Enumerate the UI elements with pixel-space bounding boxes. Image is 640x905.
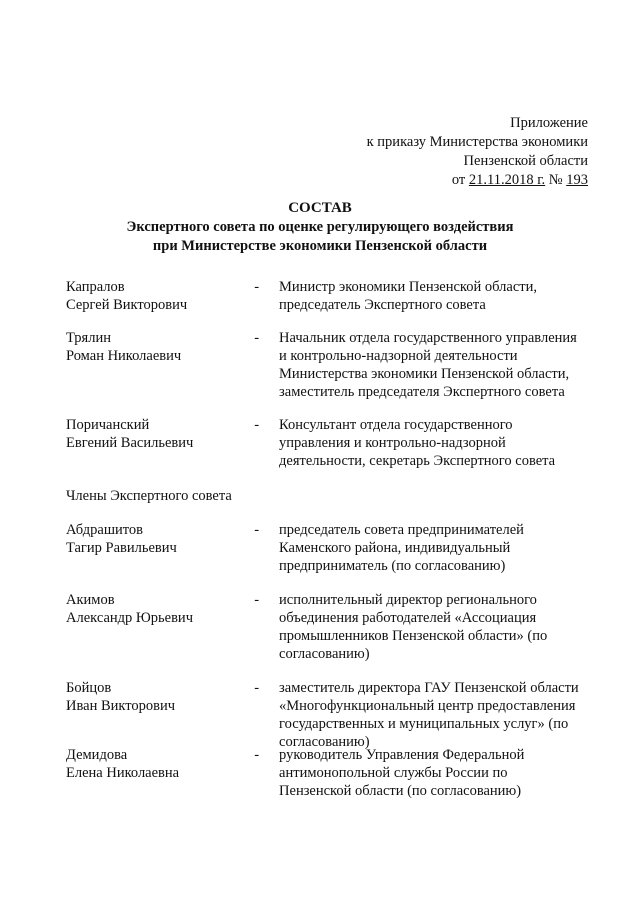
member-given-name: Евгений Васильевич [66, 435, 194, 451]
member-given-name: Тагир Равильевич [66, 540, 177, 556]
member-given-name: Елена Николаевна [66, 765, 180, 781]
member-row [66, 679, 606, 751]
member-surname: Трялин [66, 330, 111, 346]
member-row [66, 591, 606, 663]
role-line: заместитель директора ГАУ Пензенской области [279, 680, 579, 696]
appendix-region: Пензенской области [463, 153, 588, 169]
member-dash: - [254, 279, 260, 295]
member-surname: Поричанский [66, 417, 150, 433]
member-row [66, 329, 606, 401]
member-dash: - [254, 680, 260, 696]
role-line: руководитель Управления Федеральной [279, 747, 525, 763]
member-dash: - [254, 417, 260, 433]
member-row [66, 278, 606, 314]
role-line: исполнительный директор регионального [279, 592, 537, 608]
member-name [66, 591, 254, 663]
member-name [66, 278, 254, 314]
member-row [66, 746, 606, 800]
role-line: и контрольно-надзорной деятельности [279, 348, 518, 364]
appendix-header [367, 114, 588, 190]
member-given-name: Сергей Викторович [66, 297, 188, 313]
member-dash: - [254, 330, 260, 346]
member-dash: - [254, 522, 260, 538]
title-line-2: при Министерстве экономики Пензенской области [152, 238, 488, 254]
member-role [279, 329, 606, 401]
member-row [66, 416, 606, 470]
member-name [66, 416, 254, 470]
role-line: «Многофункциональный центр предоставления [279, 698, 576, 714]
role-line: антимонопольной службы России по [279, 765, 508, 781]
member-name [66, 329, 254, 401]
member-given-name: Роман Николаевич [66, 348, 182, 364]
member-name [66, 746, 254, 800]
role-line: председатель совета предпринимателей [279, 522, 524, 538]
appendix-label: Приложение [510, 115, 588, 131]
role-line: Пензенской области (по согласованию) [279, 783, 522, 799]
role-line: промышленников Пензенской области» (по [279, 628, 548, 644]
appendix-number: 193 [566, 172, 588, 188]
member-row [66, 521, 606, 575]
role-line: предприниматель (по согласованию) [279, 558, 506, 574]
members-heading: Члены Экспертного совета [66, 488, 232, 504]
member-dash: - [254, 592, 260, 608]
appendix-date-prefix: от [451, 172, 469, 188]
role-line: Каменского района, индивидуальный [279, 540, 511, 556]
member-surname: Абдрашитов [66, 522, 143, 538]
member-dash: - [254, 747, 260, 763]
member-role [279, 521, 606, 575]
title-line-1: Экспертного совета по оценке регулирующего воздействия [126, 219, 514, 235]
member-surname: Демидова [66, 747, 128, 763]
role-line: государственных и муниципальных услуг» (по [279, 716, 569, 732]
member-surname: Акимов [66, 592, 115, 608]
appendix-order-ref: к приказу Министерства экономики [366, 134, 588, 150]
member-given-name: Александр Юрьевич [66, 610, 193, 626]
role-line: Консультант отдела государственного [279, 417, 513, 433]
appendix-date-line [367, 171, 588, 190]
member-role [279, 591, 606, 663]
role-line: управления и контрольно-надзорной [279, 435, 506, 451]
role-line: председатель Экспертного совета [279, 297, 486, 313]
role-line: заместитель председателя Экспертного совета [279, 384, 565, 400]
title-main: СОСТАВ [288, 200, 352, 216]
role-line: деятельности, секретарь Экспертного совета [279, 453, 556, 469]
member-role [279, 278, 606, 314]
role-line: Министр экономики Пензенской области, [279, 279, 537, 295]
member-role [279, 416, 606, 470]
appendix-number-prefix: № [545, 172, 567, 188]
member-role [279, 679, 606, 751]
role-line: Начальник отдела государственного управления [279, 330, 577, 346]
role-line: согласованию) [279, 646, 370, 662]
role-line: согласованию) [279, 734, 370, 750]
document-title [0, 199, 640, 256]
member-surname: Бойцов [66, 680, 112, 696]
role-line: Министерства экономики Пензенской области, [279, 366, 570, 382]
appendix-date: 21.11.2018 г. [468, 172, 546, 188]
member-role [279, 746, 606, 800]
member-name [66, 679, 254, 751]
role-line: объединения работодателей «Ассоциация [279, 610, 537, 626]
member-name [66, 521, 254, 575]
member-surname: Капралов [66, 279, 125, 295]
member-given-name: Иван Викторович [66, 698, 176, 714]
